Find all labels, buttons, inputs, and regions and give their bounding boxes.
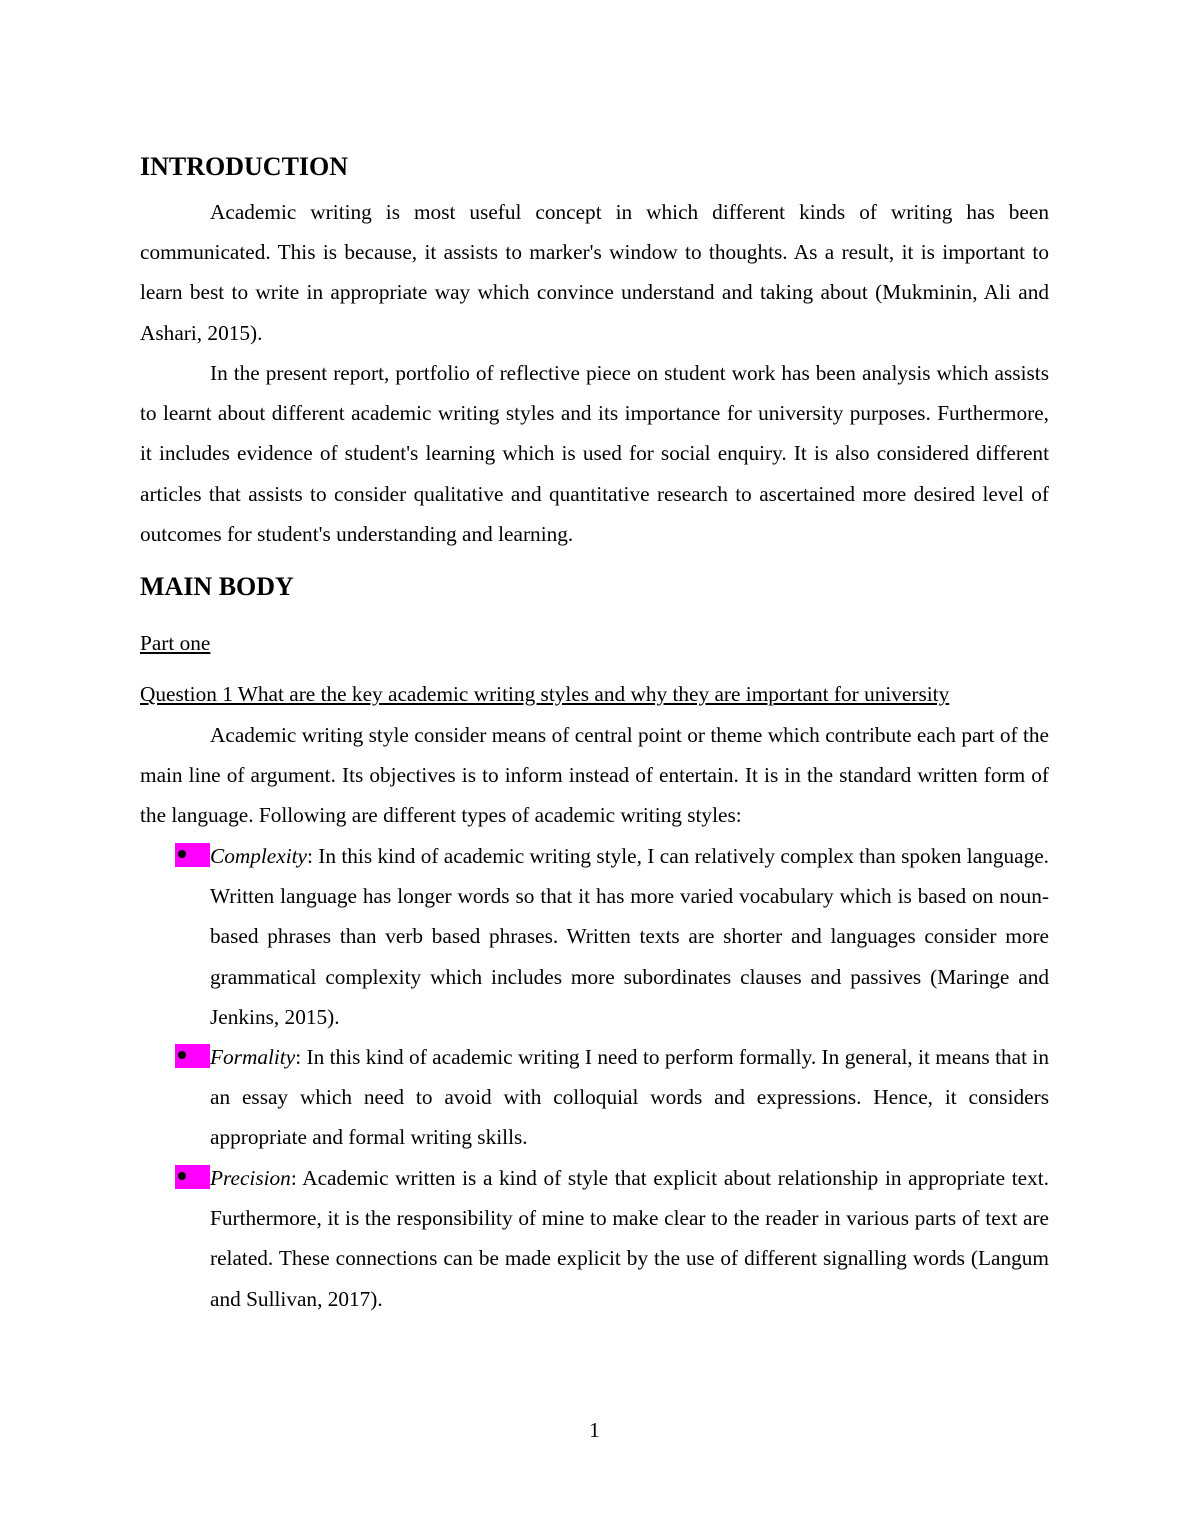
part-one-subheading: Part one [140, 631, 211, 655]
bullet-complexity [210, 836, 1049, 1037]
bullet-icon [175, 1165, 210, 1189]
bullet-term: Complexity [210, 844, 307, 868]
document-page [140, 0, 1049, 1540]
intro-paragraph-1: Academic writing is most useful concept in which different kinds of writing has been communicated. This is because, it assists to marker's window to thoughts. As a result, it is important to learn best to write in appropriate way which convince understand and taking about (Mukminin, Ali and Ashari, 2015). [140, 200, 1049, 345]
bullet-text: : Academic written is a kind of style that explicit about relationship in appropriate text. Furthermore, it is the responsibility of mine to make clear to the reader in various parts of text are related. These connections can be made explicit by the use of different signalling words (Langum and Sullivan, 2017). [210, 1166, 1049, 1311]
question-1-subheading: Question 1 What are the key academic writing styles and why they are important for university [140, 682, 950, 706]
introduction-heading: INTRODUCTION [140, 152, 349, 181]
bullet-term: Precision [210, 1166, 291, 1190]
main-paragraph: Academic writing style consider means of central point or theme which contribute each part of the main line of argument. Its objectives is to inform instead of entertain. It is in the standard written form of the language. Following are different types of academic writing styles: [140, 723, 1049, 828]
bullet-text: : In this kind of academic writing style, I can relatively complex than spoken language. Written language has longer words so that it has more varied vocabulary which is based on noun-based phrases than verb based phrases. Written texts are shorter and languages consider more grammatical complexity which includes more subordinates clauses and passives (Maringe and Jenkins, 2015). [210, 844, 1049, 1029]
intro-paragraph-2: In the present report, portfolio of reflective piece on student work has been analysis which assists to learnt about different academic writing styles and its importance for university purposes. Furthermore, it includes evidence of student's learning which is used for social enquiry. It is also considered different articles that assists to consider qualitative and quantitative research to ascertained more desired level of outcomes for student's understanding and learning. [140, 361, 1049, 546]
bullet-icon [175, 843, 210, 867]
bullet-formality [210, 1037, 1049, 1158]
bullet-term: Formality [210, 1045, 296, 1069]
page-number: 1 [589, 1418, 600, 1442]
bullet-icon [175, 1044, 210, 1068]
bullet-text: : In this kind of academic writing I need to perform formally. In general, it means that in an essay which need to avoid with colloquial words and expressions. Hence, it considers appropriate and formal writing skills. [210, 1045, 1049, 1150]
bullet-precision [210, 1158, 1049, 1319]
main-body-heading: MAIN BODY [140, 572, 294, 601]
